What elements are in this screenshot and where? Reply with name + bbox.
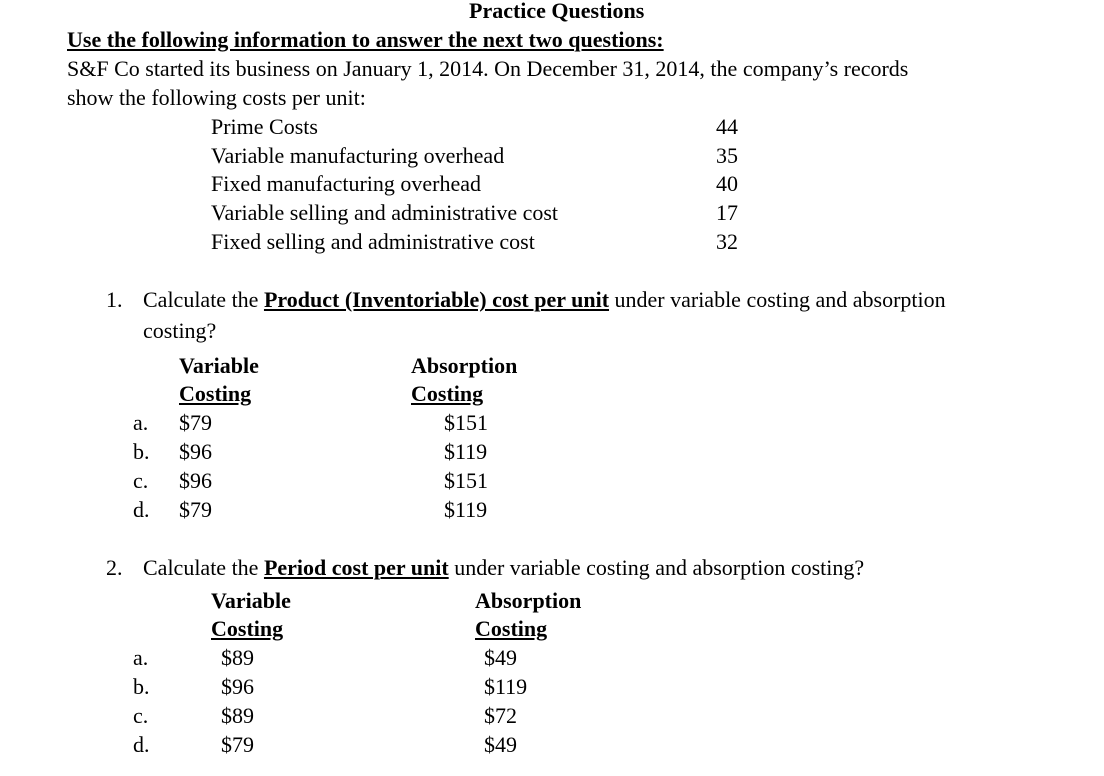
question-text-pre: Calculate the bbox=[143, 287, 264, 312]
intro-line-1: S&F Co started its business on January 1, 2014. On December 31, 2014, the company’s records bbox=[67, 56, 909, 81]
column-header-variable-sub: Costing bbox=[179, 381, 252, 406]
option-letter: d. bbox=[133, 497, 150, 522]
option-absorption-value: $119 bbox=[484, 674, 528, 699]
option-variable-value: $79 bbox=[179, 497, 212, 522]
option-absorption-value: $49 bbox=[484, 645, 517, 670]
cost-label: Prime Costs bbox=[211, 114, 318, 139]
question-emphasis: Period cost per unit bbox=[263, 555, 449, 580]
column-header-absorption: Absorption bbox=[475, 588, 582, 613]
option-variable-value: $96 bbox=[179, 439, 212, 464]
option-letter: c. bbox=[133, 468, 149, 493]
column-header-absorption: Absorption bbox=[411, 353, 518, 378]
question-text-line-2: costing? bbox=[143, 318, 217, 343]
page-title: Practice Questions bbox=[469, 0, 645, 23]
intro-line-2: show the following costs per unit: bbox=[67, 85, 366, 110]
option-absorption-value: $151 bbox=[444, 410, 488, 435]
option-absorption-value: $119 bbox=[444, 497, 488, 522]
question-text-pre: Calculate the bbox=[143, 555, 264, 580]
option-variable-value: $89 bbox=[221, 645, 254, 670]
question-number: 2. bbox=[106, 555, 123, 580]
option-variable-value: $96 bbox=[221, 674, 254, 699]
question-text bbox=[143, 555, 864, 581]
option-letter: c. bbox=[133, 703, 149, 728]
cost-value: 44 bbox=[716, 114, 738, 139]
column-header-variable: Variable bbox=[211, 588, 291, 613]
option-letter: b. bbox=[133, 439, 150, 464]
cost-label: Variable manufacturing overhead bbox=[211, 143, 505, 168]
option-letter: d. bbox=[133, 732, 150, 757]
cost-label: Fixed manufacturing overhead bbox=[211, 171, 482, 196]
option-absorption-value: $119 bbox=[444, 439, 488, 464]
question-text-post: under variable costing and absorption bbox=[609, 287, 946, 312]
cost-label: Fixed selling and administrative cost bbox=[211, 229, 535, 254]
option-variable-value: $89 bbox=[221, 703, 254, 728]
option-variable-value: $96 bbox=[179, 468, 212, 493]
option-absorption-value: $49 bbox=[484, 732, 517, 757]
question-number: 1. bbox=[106, 287, 123, 312]
cost-value: 35 bbox=[716, 143, 738, 168]
instruction-heading: Use the following information to answer the next two questions: bbox=[67, 27, 664, 52]
cost-value: 40 bbox=[716, 171, 738, 196]
option-variable-value: $79 bbox=[179, 410, 212, 435]
column-header-variable-sub: Costing bbox=[211, 616, 284, 641]
question-text-post: under variable costing and absorption costing? bbox=[448, 555, 865, 580]
option-letter: b. bbox=[133, 674, 150, 699]
cost-value: 32 bbox=[716, 229, 738, 254]
column-header-variable: Variable bbox=[179, 353, 259, 378]
option-absorption-value: $151 bbox=[444, 468, 488, 493]
cost-label: Variable selling and administrative cost bbox=[211, 200, 559, 225]
option-variable-value: $79 bbox=[221, 732, 254, 757]
cost-value: 17 bbox=[716, 200, 738, 225]
option-absorption-value: $72 bbox=[484, 703, 517, 728]
option-letter: a. bbox=[133, 645, 149, 670]
option-letter: a. bbox=[133, 410, 149, 435]
question-text bbox=[143, 287, 946, 313]
question-emphasis: Product (Inventoriable) cost per unit bbox=[263, 287, 610, 312]
column-header-absorption-sub: Costing bbox=[475, 616, 548, 641]
column-header-absorption-sub: Costing bbox=[411, 381, 484, 406]
